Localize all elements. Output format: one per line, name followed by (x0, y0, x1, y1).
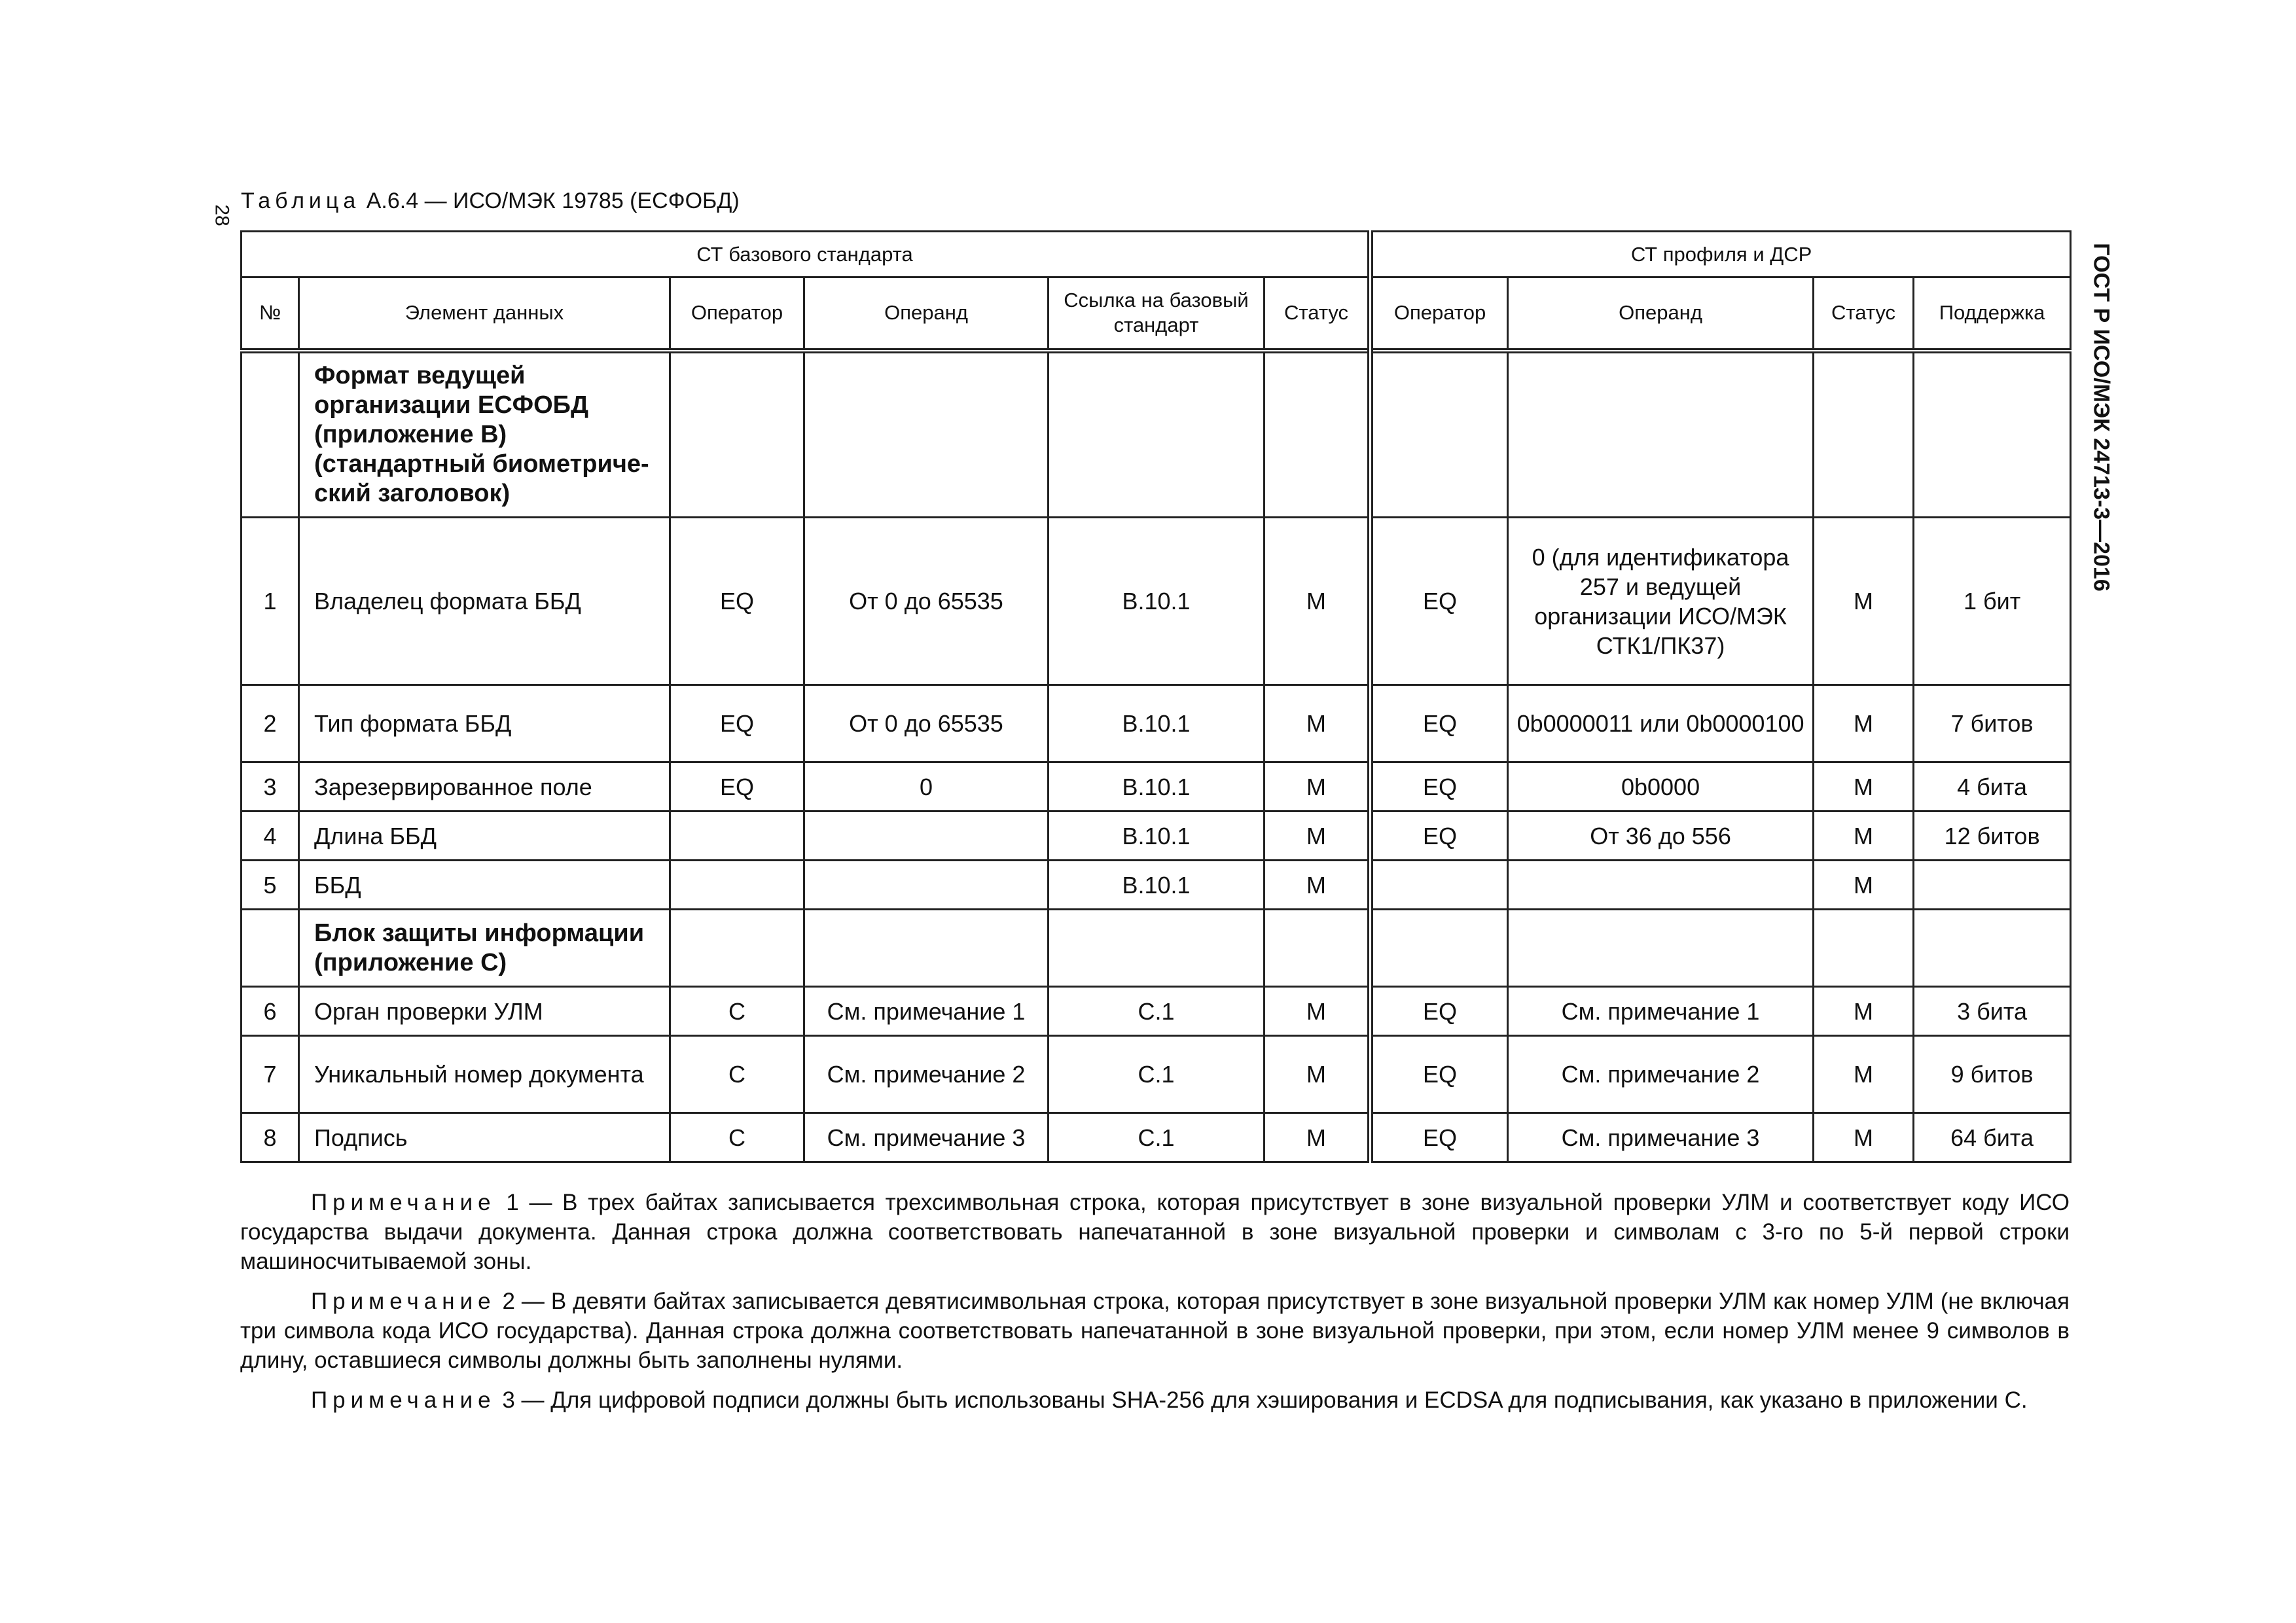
row-operator: C (670, 1036, 804, 1113)
note-label: Примечание (311, 1387, 496, 1413)
col-header-support: Поддержка (1914, 277, 2071, 351)
notes-section (240, 1188, 2070, 1425)
row-reference: В.10.1 (1049, 861, 1265, 910)
row-reference: В.10.1 (1049, 812, 1265, 861)
row-status: М (1265, 987, 1371, 1036)
row-element: Подпись (299, 1113, 670, 1162)
row-profile-operator: EQ (1371, 762, 1508, 812)
col-header-profile-operand: Операнд (1508, 277, 1814, 351)
row-operand (804, 812, 1049, 861)
caption-text: А.6.4 — ИСО/МЭК 19785 (ЕСФОБД) (360, 188, 740, 213)
row-status: М (1265, 685, 1371, 762)
row-profile-operand: 0 (для идентификатора 257 и ведущей организации ИСО/МЭК СТК1/ПК37) (1508, 518, 1814, 685)
row-profile-operand: От 36 до 556 (1508, 812, 1814, 861)
table-row (242, 518, 2071, 685)
row-number: 6 (242, 987, 299, 1036)
row-profile-operand (1508, 861, 1814, 910)
row-support: 7 битов (1914, 685, 2071, 762)
row-number: 4 (242, 812, 299, 861)
col-header-operator: Оператор (670, 277, 804, 351)
row-number: 2 (242, 685, 299, 762)
document-title: ГОСТ Р ИСО/МЭК 24713-3—2016 (2089, 243, 2114, 592)
row-profile-operator: EQ (1371, 518, 1508, 685)
note-label: Примечание (311, 1289, 496, 1314)
row-profile-status: М (1814, 685, 1914, 762)
row-operand: См. примечание 2 (804, 1036, 1049, 1113)
row-profile-operator (1371, 861, 1508, 910)
row-number: 5 (242, 861, 299, 910)
row-profile-operand: 0b0000011 или 0b0000100 (1508, 685, 1814, 762)
row-reference: С.1 (1049, 1113, 1265, 1162)
table-row (242, 987, 2071, 1036)
row-operand: От 0 до 65535 (804, 518, 1049, 685)
row-reference: В.10.1 (1049, 518, 1265, 685)
row-reference: В.10.1 (1049, 685, 1265, 762)
col-header-profile-status: Статус (1814, 277, 1914, 351)
col-header-operand: Операнд (804, 277, 1049, 351)
row-operator: EQ (670, 762, 804, 812)
row-operand: См. примечание 3 (804, 1113, 1049, 1162)
section-row (242, 351, 2071, 518)
table-caption (241, 188, 740, 214)
row-operand: От 0 до 65535 (804, 685, 1049, 762)
note-text: 2 — В девяти байтах записывается девятисимвольная строка, которая присутствует в зоне визуальной проверки УЛМ как номер УЛМ (не включая три символа кода ИСО государства). Данная строка должна соответствовать напечатанной в зоне визуальной проверки, при этом, если номер УЛМ менее 9 символов в длину, оставшиеся символы должны быть заполнены нулями. (240, 1289, 2070, 1373)
row-profile-status: М (1814, 812, 1914, 861)
row-number: 8 (242, 1113, 299, 1162)
row-number: 1 (242, 518, 299, 685)
row-support (1914, 861, 2071, 910)
group-header-profile: СТ профиля и ДСР (1371, 232, 2071, 277)
table-row (242, 685, 2071, 762)
row-reference: В.10.1 (1049, 762, 1265, 812)
col-header-status: Статус (1265, 277, 1371, 351)
row-operator (670, 812, 804, 861)
note-label: Примечание (311, 1190, 496, 1215)
section-row (242, 910, 2071, 987)
table-row (242, 762, 2071, 812)
row-profile-status: М (1814, 861, 1914, 910)
table-row (242, 812, 2071, 861)
row-operand: 0 (804, 762, 1049, 812)
row-reference: С.1 (1049, 1036, 1265, 1113)
row-element: Зарезервированное поле (299, 762, 670, 812)
row-profile-operator: EQ (1371, 1113, 1508, 1162)
row-support: 3 бита (1914, 987, 2071, 1036)
table-row (242, 1113, 2071, 1162)
row-operator (670, 861, 804, 910)
row-profile-status: М (1814, 987, 1914, 1036)
note-text: 1 — В трех байтах записывается трехсимвольная строка, которая присутствует в зоне визуальной проверки УЛМ и соответствует коду ИСО государства выдачи документа. Данная строка должна соответствовать напечатанной в зоне визуальной проверки и символам с 3-го по 5-й первой строки машиносчитываемой зоны. (240, 1190, 2070, 1274)
caption-label: Таблица (241, 188, 361, 213)
row-element: Владелец формата ББД (299, 518, 670, 685)
row-profile-operator: EQ (1371, 1036, 1508, 1113)
col-header-reference: Ссылка на базовый стандарт (1049, 277, 1265, 351)
section-title: Блок защиты информации (приложение С) (299, 910, 670, 987)
row-profile-operand: См. примечание 2 (1508, 1036, 1814, 1113)
row-profile-status: М (1814, 762, 1914, 812)
row-status: М (1265, 1113, 1371, 1162)
row-profile-operand: См. примечание 3 (1508, 1113, 1814, 1162)
row-status: М (1265, 1036, 1371, 1113)
row-element: Тип формата ББД (299, 685, 670, 762)
row-profile-operator: EQ (1371, 812, 1508, 861)
row-profile-operand: См. примечание 1 (1508, 987, 1814, 1036)
note-text: 3 — Для цифровой подписи должны быть использованы SHA-256 для хэширования и ECDSA для подписывания, как указано в приложении С. (495, 1387, 2028, 1413)
row-operator: EQ (670, 685, 804, 762)
row-status: М (1265, 861, 1371, 910)
row-number: 7 (242, 1036, 299, 1113)
row-status: М (1265, 762, 1371, 812)
table-row (242, 861, 2071, 910)
row-support: 9 битов (1914, 1036, 2071, 1113)
row-status: М (1265, 518, 1371, 685)
row-profile-operand: 0b0000 (1508, 762, 1814, 812)
row-support: 4 бита (1914, 762, 2071, 812)
row-number: 3 (242, 762, 299, 812)
row-operator: C (670, 987, 804, 1036)
row-status: М (1265, 812, 1371, 861)
row-element: ББД (299, 861, 670, 910)
table-row (242, 1036, 2071, 1113)
col-header-profile-operator: Оператор (1371, 277, 1508, 351)
row-element: Уникальный номер документа (299, 1036, 670, 1113)
note-3 (240, 1385, 2070, 1415)
row-element: Орган проверки УЛМ (299, 987, 670, 1036)
row-operand: См. примечание 1 (804, 987, 1049, 1036)
col-header-number: № (242, 277, 299, 351)
section-title: Формат ведущей организации ЕСФОБД (приложение В) (стандартный биометриче-ский заголовок) (299, 351, 670, 518)
row-support: 1 бит (1914, 518, 2071, 685)
row-profile-operator: EQ (1371, 685, 1508, 762)
row-profile-operator: EQ (1371, 987, 1508, 1036)
row-profile-status: М (1814, 1113, 1914, 1162)
row-support: 12 битов (1914, 812, 2071, 861)
col-header-element: Элемент данных (299, 277, 670, 351)
row-profile-status: М (1814, 1036, 1914, 1113)
group-header-base: СТ базового стандарта (242, 232, 1371, 277)
note-1 (240, 1188, 2070, 1276)
page-number: 28 (211, 204, 233, 226)
row-reference: С.1 (1049, 987, 1265, 1036)
row-operator: EQ (670, 518, 804, 685)
row-profile-status: М (1814, 518, 1914, 685)
note-2 (240, 1287, 2070, 1375)
data-table (240, 230, 2072, 1163)
row-element: Длина ББД (299, 812, 670, 861)
row-operand (804, 861, 1049, 910)
row-support: 64 бита (1914, 1113, 2071, 1162)
row-operator: C (670, 1113, 804, 1162)
